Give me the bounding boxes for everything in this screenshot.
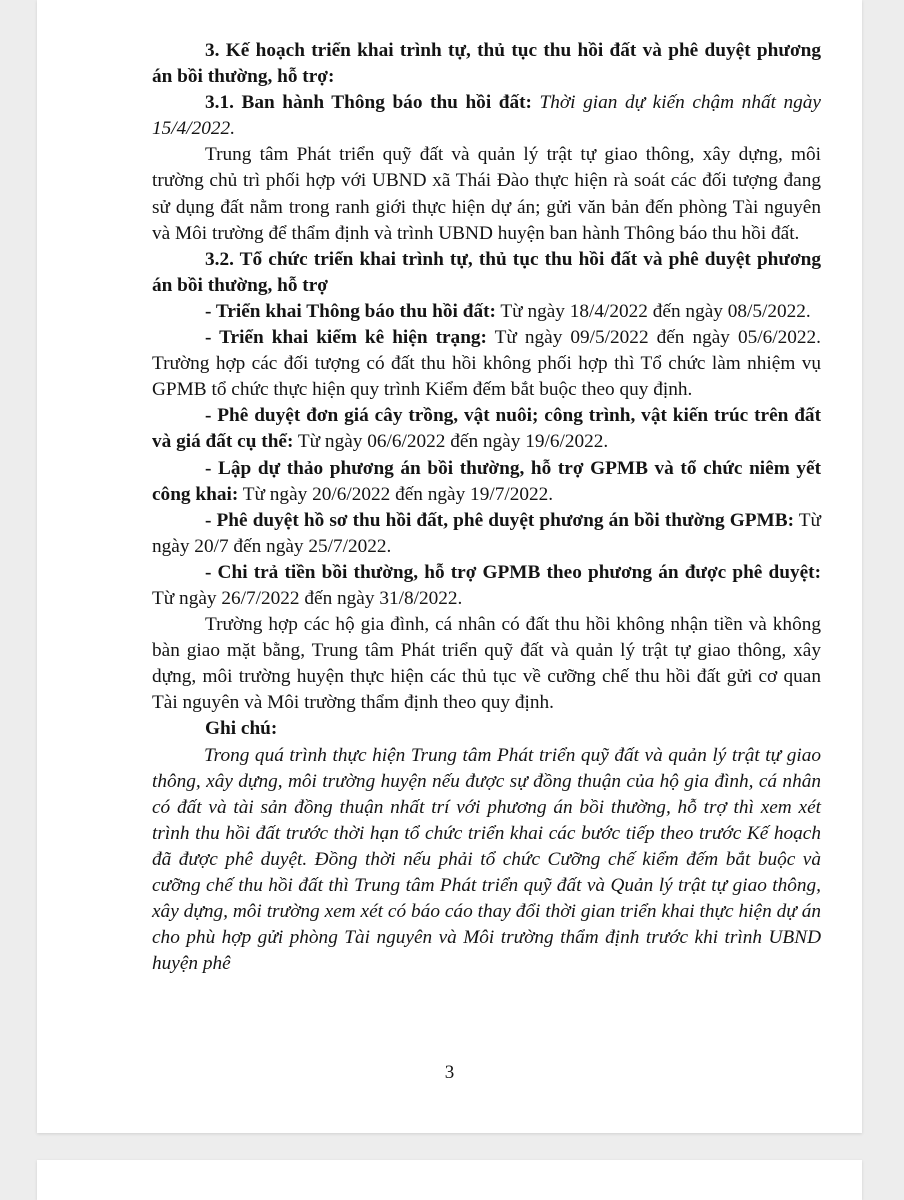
item-text: Từ ngày 20/7 đến ngày 25/7/2022. <box>152 509 821 557</box>
list-item <box>152 299 821 325</box>
item-label: - Phê duyệt hồ sơ thu hồi đất, phê duyệt phương án bồi thường GPMB: <box>205 509 794 531</box>
item-text: Từ ngày 26/7/2022 đến ngày 31/8/2022. <box>152 587 463 609</box>
item-text: Từ ngày 06/6/2022 đến ngày 19/6/2022. <box>297 431 609 453</box>
item-label: - Chi trả tiền bồi thường, hỗ trợ GPMB theo phương án được phê duyệt: <box>205 561 821 583</box>
item-text: Từ ngày 20/6/2022 đến ngày 19/7/2022. <box>242 483 554 505</box>
note-title: Ghi chú: <box>205 718 278 740</box>
section-3-2-closing: Trường hợp các hộ gia đình, cá nhân có đất thu hồi không nhận tiền và không bàn giao mặt bằng, Trung tâm Phát triển quỹ đất và quản lý trật tự giao thông, xây dựng, môi trường huyện thực hiện các thủ tục về cưỡng chế thu hồi đất gửi cơ quan Tài nguyên và Môi trường thẩm định theo quy định. <box>152 614 821 714</box>
next-page-edge <box>37 1160 862 1200</box>
item-label: - Phê duyệt đơn giá cây trồng, vật nuôi; công trình, vật kiến trúc trên đất và giá đất cụ thể: <box>152 405 821 453</box>
item-label: - Triển khai Thông báo thu hồi đất: <box>205 300 496 322</box>
list-item <box>152 508 821 560</box>
item-label: - Triển khai kiểm kê hiện trạng: <box>205 327 487 349</box>
page-number: 3 <box>444 1062 455 1083</box>
section-3-heading: 3. Kế hoạch triển khai trình tự, thủ tục thu hồi đất và phê duyệt phương án bồi thường, hỗ trợ: <box>152 40 821 88</box>
section-3-2-title: 3.2. Tổ chức triển khai trình tự, thủ tục thu hồi đất và phê duyệt phương án bồi thường, hỗ trợ <box>152 248 821 296</box>
section-3-1-time: Thời gian dự kiến chậm nhất ngày 15/4/2022. <box>152 92 821 140</box>
section-3-1-title: 3.1. Ban hành Thông báo thu hồi đất: <box>205 92 532 114</box>
list-item <box>152 456 821 508</box>
note-text: Trong quá trình thực hiện Trung tâm Phát triển quỹ đất và quản lý trật tự giao thông, xây dựng, môi trường huyện nếu được sự đồng thuận của hộ gia đình, cá nhân có đất và tài sản đồng thuận nhất trí với phương án bồi thường, hỗ trợ thì xem xét trình thu hồi đất trước thời hạn tổ chức triển khai các bước tiếp theo trước Kế hoạch đã được phê duyệt. Đồng thời nếu phải tổ chức Cưỡng chế kiểm đếm bắt buộc và cưỡng chế thu hồi đất thì Trung tâm Phát triển quỹ đất và Quản lý trật tự giao thông, xây dựng, môi trường xem xét có báo cáo thay đổi thời gian triển khai thực hiện dự án cho phù hợp gửi phòng Tài nguyên và Môi trường thẩm định trước khi trình UBND huyện phê <box>152 744 821 975</box>
document-page <box>37 0 862 1133</box>
list-item <box>152 403 821 455</box>
section-3-1-body: Trung tâm Phát triển quỹ đất và quản lý trật tự giao thông, xây dựng, môi trường chủ trì phối hợp với UBND xã Thái Đào thực hiện rà soát các đối tượng đang sử dụng đất nằm trong ranh giới thực hiện dự án; gửi văn bản đến phòng Tài nguyên và Môi trường để thẩm định và trình UBND huyện ban hành Thông báo thu hồi đất. <box>152 144 821 244</box>
item-label: - Lập dự thảo phương án bồi thường, hỗ trợ GPMB và tổ chức niêm yết công khai: <box>152 457 821 505</box>
item-text: Từ ngày 18/4/2022 đến ngày 08/5/2022. <box>500 300 811 322</box>
section-3-1-paragraph <box>152 90 821 142</box>
page-content <box>152 38 821 977</box>
item-text: Từ ngày 09/5/2022 đến ngày 05/6/2022. Trường hợp các đối tượng có đất thu hồi không phối hợp thì Tổ chức làm nhiệm vụ GPMB tổ chức thực hiện quy trình Kiểm đếm bắt buộc theo quy định. <box>152 327 821 401</box>
list-item <box>152 560 821 612</box>
list-item <box>152 325 821 403</box>
